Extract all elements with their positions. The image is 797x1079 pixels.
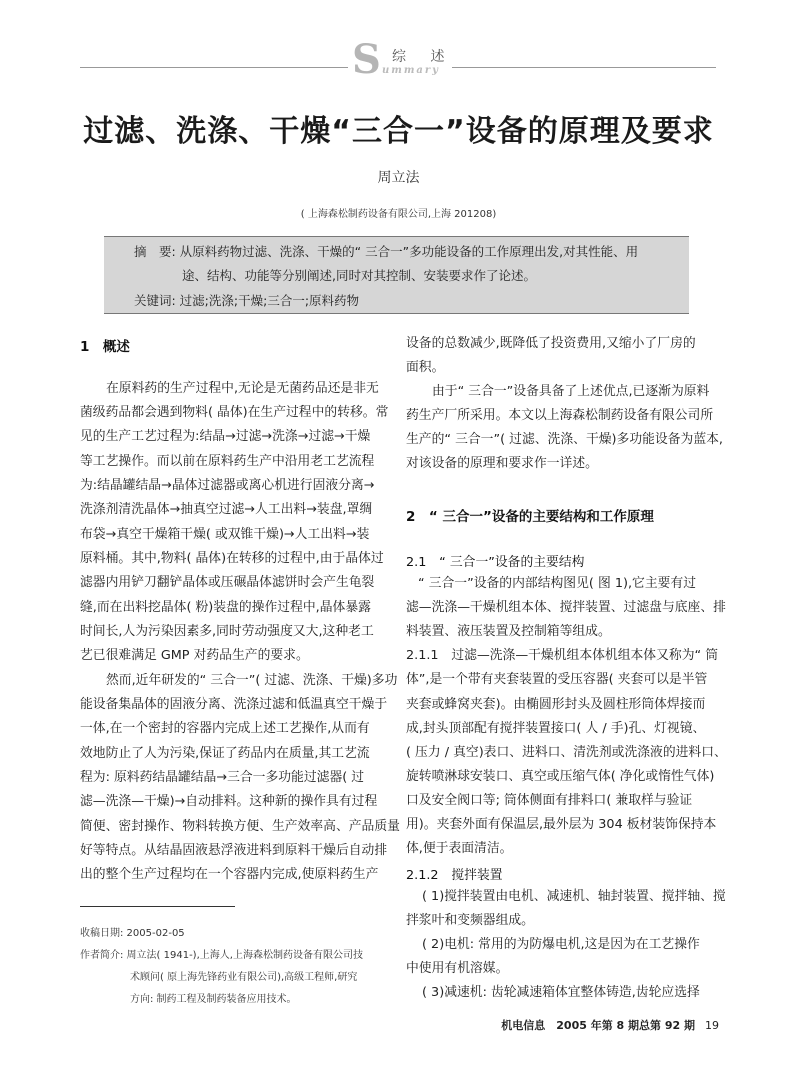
paper-title: 过滤、洗涤、干燥“三合一”设备的原理及要求 (83, 114, 714, 149)
body-line: 口及安全阀口等; 筒体侧面有排料口( 兼取样与验证 (406, 793, 693, 808)
body-line: 对该设备的原理和要求作一详述。 (406, 456, 598, 471)
body-line: 布袋→真空干燥箱干燥( 或双锥干燥)→人工出料→装 (80, 527, 370, 542)
section-label: 综 述 (392, 49, 455, 65)
body-line: 洗涤剂清洗晶体→抽真空过滤→人工出料→装盘,罩绸 (80, 502, 373, 517)
section-2-heading: 2 “ 三合一”设备的主要结构和工作原理 (406, 509, 654, 525)
body-line: 能设备集晶体的固液分离、洗涤过滤和低温真空干燥于 (80, 697, 388, 712)
abstract-line-2: 途、结构、功能等分别阐述,同时对其控制、安装要求作了论述。 (182, 268, 536, 283)
body-line: 见的生产工艺过程为:结晶→过滤→洗涤→过滤→干燥 (80, 429, 371, 444)
body-line: 一体,在一个密封的容器内完成上述工艺操作,从而有 (80, 721, 370, 736)
section-logo-letter: S (352, 36, 381, 83)
body-line: 生产的“ 三合一”( 过滤、洗涤、干燥)多功能设备为蓝本, (406, 432, 723, 447)
body-line: 面积。 (406, 360, 445, 375)
body-line: ( 2)电机: 常用的为防爆电机,这是因为在工艺操作 (422, 937, 700, 952)
section-2-1-heading: 2.1 “ 三合一”设备的主要结构 (406, 555, 585, 570)
body-line: 滤—洗涤—干燥机组本体、搅拌装置、过滤盘与底座、排 (406, 600, 726, 615)
section-2-1-2-heading: 2.1.2 搅拌装置 (406, 868, 503, 883)
body-line: 等工艺操作。而以前在原料药生产中沿用老工艺流程 (80, 454, 375, 469)
body-line: 料装置、液压装置及控制箱等组成。 (406, 624, 611, 639)
body-line: 然而,近年研发的“ 三合一”( 过滤、洗涤、干燥)多功 (106, 673, 398, 688)
body-line: ( 1)搅拌装置由电机、减速机、轴封装置、搅拌轴、搅 (422, 889, 726, 904)
author-affiliation: ( 上海森松制药设备有限公司,上海 201208) (300, 209, 497, 220)
footnote-rule (80, 906, 235, 907)
body-line: 缝,而在出料挖晶体( 粉)装盘的操作过程中,晶体暴露 (80, 600, 371, 615)
body-line: ( 3)减速机: 齿轮减速箱体宜整体铸造,齿轮应选择 (422, 985, 700, 1000)
header-rule-left (80, 67, 348, 68)
body-line: 设备的总数减少,既降低了投资费用,又缩小了厂房的 (406, 336, 696, 351)
body-line: 用)。夹套外面有保温层,最外层为 304 板材装饰保持本 (406, 817, 717, 832)
body-line: 2.1.1 过滤—洗涤—干燥机组本体机组本体又称为“ 筒 (406, 648, 718, 663)
author-name: 周立法 (377, 170, 420, 186)
author-intro-line: 方向: 制药工程及制药装备应用技术。 (130, 994, 297, 1005)
abstract-line-1: 摘 要: 从原料药物过滤、洗涤、干燥的“ 三合一”多功能设备的工作原理出发,对其性能、用 (134, 244, 639, 259)
author-intro-line: 术顾问( 原上海先锋药业有限公司),高级工程师,研究 (130, 972, 358, 983)
body-line: 效地防止了人为污染,保证了药品内在质量,其工艺流 (80, 746, 370, 761)
body-line: 菌级药品都会遇到物料( 晶体)在生产过程中的转移。常 (80, 405, 389, 420)
author-intro-line: 作者简介: 周立法( 1941-),上海人,上海森松制药设备有限公司技 (80, 950, 363, 961)
body-line: 药生产厂所采用。本文以上海森松制药设备有限公司所 (406, 408, 714, 423)
body-line: 出的整个生产过程均在一个容器内完成,使原料药生产 (80, 867, 379, 882)
body-line: 为:结晶罐结晶→晶体过滤器或离心机进行固液分离→ (80, 478, 375, 493)
body-line: 好等特点。从结晶固液悬浮液进料到原料干燥后自动排 (80, 843, 388, 858)
body-line: 艺已很难满足 GMP 对药品生产的要求。 (80, 648, 309, 663)
abstract-box (104, 236, 689, 314)
body-line: 旋转喷淋球安装口、真空或压缩气体( 净化或惰性气体) (406, 769, 715, 784)
section-logo-text: ummary (382, 65, 440, 76)
journal-info: 机电信息 2005 年第 8 期总第 92 期 (501, 1019, 695, 1032)
page-footer (501, 1017, 719, 1033)
body-line: 体,便于表面清洁。 (406, 841, 513, 856)
body-line: 中使用有机溶媒。 (406, 961, 509, 976)
body-line: 时间长,人为污染因素多,同时劳动强度又大,这种老工 (80, 624, 374, 639)
body-line: 滤—洗涤—干燥)→自动排料。这种新的操作具有过程 (80, 794, 378, 809)
header-rule-right (452, 67, 716, 68)
body-line: 滤器内用铲刀翻铲晶体或压碾晶体滤饼时会产生龟裂 (80, 575, 375, 590)
body-line: 体”,是一个带有夹套装置的受压容器( 夹套可以是半管 (406, 672, 708, 687)
body-line: 由于“ 三合一”设备具备了上述优点,已逐渐为原料 (432, 384, 710, 399)
body-line: 夹套或蜂窝夹套)。由椭圆形封头及圆柱形筒体焊接而 (406, 697, 706, 712)
section-1-heading: 1 概述 (80, 339, 130, 355)
body-line: 拌浆叶和变频器组成。 (406, 913, 534, 928)
body-line: 在原料药的生产过程中,无论是无菌药品还是非无 (106, 381, 379, 396)
body-line: 原料桶。其中,物料( 晶体)在转移的过程中,由于晶体过 (80, 551, 384, 566)
body-line: ( 压力 / 真空)表口、进料口、清洗剂或洗涤液的进料口、 (406, 745, 727, 760)
page-number: 19 (705, 1019, 719, 1032)
body-line: 程为: 原料药结晶罐结晶→三合一多功能过滤器( 过 (80, 770, 365, 785)
body-line: 简便、密封操作、物料转换方便、生产效率高、产品质量 (80, 819, 400, 834)
received-date: 收稿日期: 2005-02-05 (80, 928, 185, 939)
keywords-line: 关键词: 过滤;洗涤;干燥;三合一;原料药物 (134, 293, 360, 308)
body-line: 成,封头顶部配有搅拌装置接口( 人 / 手)孔、灯视镜、 (406, 721, 706, 736)
body-line: “ 三合一”设备的内部结构图见( 图 1),它主要有过 (418, 576, 697, 591)
